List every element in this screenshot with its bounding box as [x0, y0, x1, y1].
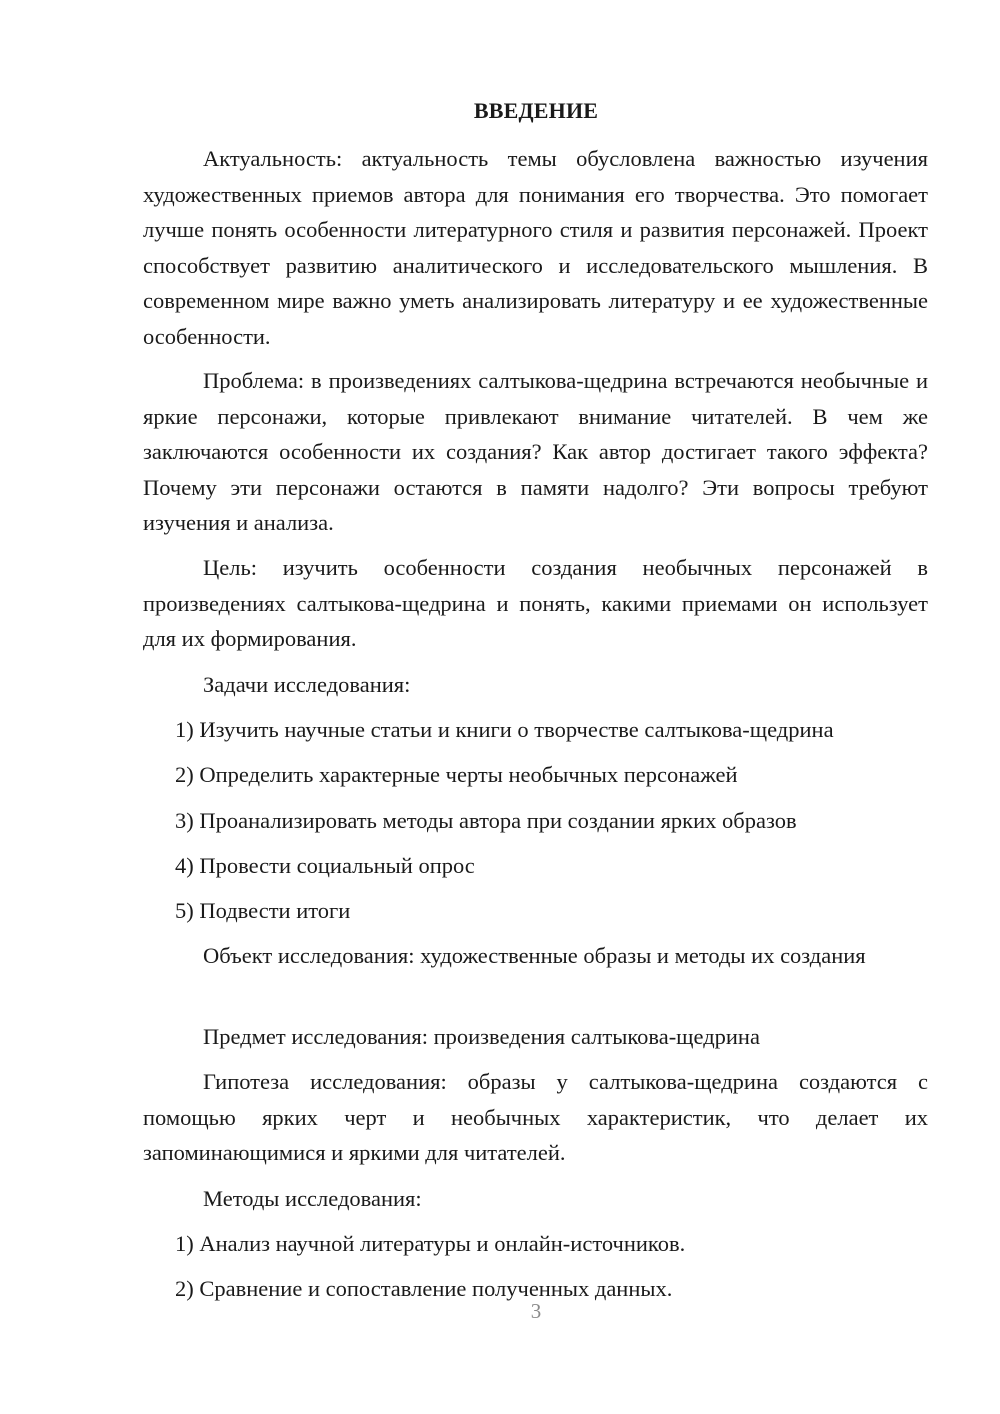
relevance-paragraph: Актуальность: актуальность темы обусловлена важностью изучения художественных приемов автора для понимания его творчества. Это помогает лучше понять особенности литературного стиля и развития персонажей. Проект способствует развитию аналитического и исследовательского мышления. В современном мире важно уметь анализировать литературу и ее художественные особенности. — [143, 146, 928, 349]
task-item: 1) Изучить научные статьи и книги о творчестве салтыкова-щедрина — [175, 717, 834, 742]
task-item: 5) Подвести итоги — [175, 898, 351, 923]
section-heading: ВВЕДЕНИЕ — [473, 98, 599, 123]
task-item: 2) Определить характерные черты необычных персонажей — [175, 762, 738, 787]
task-item: 3) Проанализировать методы автора при создании ярких образов — [175, 808, 797, 833]
hypothesis-paragraph: Гипотеза исследования: образы у салтыкова-щедрина создаются с помощью ярких черт и необычных характеристик, что делает их запоминающимися и яркими для читателей. — [143, 1069, 928, 1165]
method-item: 2) Сравнение и сопоставление полученных данных. — [175, 1276, 673, 1301]
problem-paragraph: Проблема: в произведениях салтыкова-щедрина встречаются необычные и яркие персонажи, которые привлекают внимание читателей. В чем же заключаются особенности их создания? Как автор достигает такого эффекта? Почему эти персонажи остаются в памяти надолго? Эти вопросы требуют изучения и анализа. — [143, 368, 928, 535]
object-paragraph: Объект исследования: художественные образы и методы их создания — [203, 943, 866, 968]
tasks-label: Задачи исследования: — [203, 672, 411, 697]
page-number: 3 — [530, 1299, 542, 1323]
goal-paragraph: Цель: изучить особенности создания необычных персонажей в произведениях салтыкова-щедрина и понять, какими приемами он использует для их формирования. — [143, 555, 928, 651]
task-item: 4) Провести социальный опрос — [175, 853, 475, 878]
methods-label: Методы исследования: — [203, 1186, 422, 1211]
subject-paragraph: Предмет исследования: произведения салтыкова-щедрина — [203, 1024, 760, 1049]
method-item: 1) Анализ научной литературы и онлайн-источников. — [175, 1231, 686, 1256]
